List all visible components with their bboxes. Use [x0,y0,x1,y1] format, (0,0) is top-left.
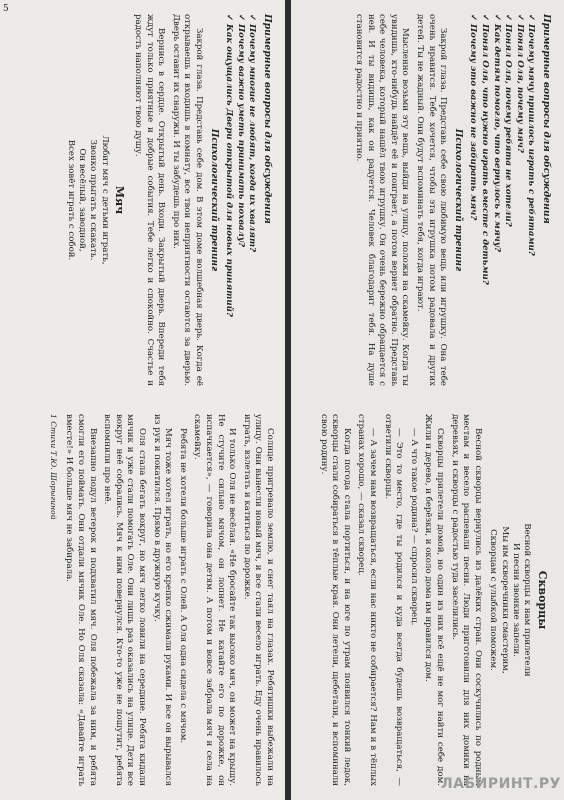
poem-line: Скворцам с улыбкой поможем. [488,529,499,671]
poem [64,14,110,386]
question-item: ✓ Почему многие не любят, когда их хвалят? [246,14,258,386]
question-item: ✓ Почему важно уметь принимать похвалу? [234,14,246,386]
poem-line: Весной скворцы к нам прилетели [522,523,533,677]
footnote: 1 Стихи Т.Ю. Шорыгиной [48,414,58,520]
questions-header: Примерные вопросы для обсуждения [262,14,273,224]
story-paragraph: Солнце пригревало землю, и снег таял на глазах. Ребятишки выбежали на улицу. Они вынесли новый мяч, и все стали весело играть. Еду очень нравилось играть, взлетать и катиться по дорожке. [241,414,275,786]
story-paragraph: Внезапно подул ветерок и подхватил мяч. Оля побежала за ним, и ребята смогли его поймать. Они отдали мячик Оле. Но Оля сказала: «Давайте играть вместе!» И больше мяч не забирала. [64,414,98,786]
story-paragraph: Мяч тоже хотел играть, но его крепко сжимали руками. И все он вырывался из рук и покатился. Прямо в дружную кучку. [151,414,174,786]
poem-line: Мы им скворечники смастерим, [499,526,510,674]
training-header: Психологический тренинг [452,128,463,272]
training-paragraph: Мысленно возьми эту вещь, выйди на улицу, положи на скамейку. Когда ты увидишь, кто-нибудь найдёт её и поиграет, а потом вернет обратно. Представь себе человека, который нашёл твою игрушку. Он очень бережно обращается с ней. И ты видишь, как он радуется. Человек благодарит тебя. На душе становится радостно и приятно. [354,14,411,386]
poem [487,414,533,786]
page-number: 5 [3,4,9,14]
story-title: Мяч [113,185,127,215]
question-item: ✓ Как ощущались Двери открытой для новых принятий? [223,14,235,386]
poem-line: Звонко прыгать и скакать. [88,139,99,261]
questions-header: Примерные вопросы для обсуждения [541,14,552,224]
right-page [291,0,564,800]
right-page-column-1 [291,0,564,400]
question-item: ✓ Как детям помогло, что вернулось к мячу? [490,14,502,386]
story-paragraph: Весной скворцы вернулись из далёких стран. Они соскучились по родным местам и весело распевали песни. Люди приготовили для них домики на деревьях, и скворцы с радостью туда заселились. [449,414,483,786]
poem-line: Всех зовёт играть с собой. [65,139,76,261]
training-paragraph: Закрой глаза. Представь себе дом. В этом доме волшебная дверь. Когда её открываешь и входишь в комнату, все твои неприятности остаются за дверью. Дверь оставит их снаружи. И ты забудешь про них. [170,14,205,386]
story-paragraph: — А что такое родина? — спросил скворец. [408,428,419,626]
right-page-column-2 [291,400,564,800]
left-page-column-1 [0,0,285,400]
story-paragraph: И только Оля не весёлая. «Не бросайте так высоко мяч, он может на крышу. Не стучите сильно мячом, он лопнет. Не катайте его по дорожке, он испачкается», — говорила она детям. А потом и вовсе забрала мяч и села на скамейку. [192,414,238,786]
story-title: Скворцы [536,570,549,630]
left-page-column-2 [0,400,285,800]
question-item: ✓ Понял Оля, почему ребята не хотели? [502,14,514,386]
right-page-rotated-content [291,0,564,800]
training-header: Психологический тренинг [208,128,219,272]
training-paragraph: Закрой глаза. Представь себе свою любимую вещь или игрушку. Она тебе очень нравится. Тебе хочется, чтобы эта игрушка потом радовала и других детей. Ты не жадный. Они будут вспоминать тебя, когда играют. [415,14,449,386]
story-paragraph: — А зачем нам возвращаться, если нас никто не собирается? Нам и в тёплых странах хорошо, — сказал скворец. [356,414,379,786]
question-item: ✓ Почему это важно не забирать мяч? [467,14,479,386]
poem-line: Он весёлый, заводной, [77,148,88,252]
poem-line: И песни звонкие запели. [511,543,521,657]
question-item: ✓ Почему мячу пришлось играть с ребятами? [525,14,537,386]
labirint-watermark-logo: ЛАБИРИНТ.РУ [441,776,561,792]
story-paragraph: Скворцы прилетели домой, но один из них всё ещё не мог найти себе дом. Жили и дерево, и берёзки, и около дома им нравился дом. [423,414,445,786]
story-paragraph: Ребята не хотели больше играть с Олей. А Оля одна сидела с мячом. [177,428,188,744]
story-paragraph: — Это то место, где ты родился и куда всегда будешь возвращаться, — ответили скворцы. [382,414,405,786]
poem-line: Любит мяч с детьми играть, [99,135,110,265]
training-paragraph: Вернись в сердце. Открытый день. Входи. Закрытый дверь. Впереди тебя ждут только приятные и добрые события. Тебе легко и спокойно. Счастье и радость наполняют твою душу. [133,14,167,386]
question-item: ✓ Понял Оля, почему мяч? [513,14,525,386]
question-item: ✓ Понял Оля, что нужно играть вместе с детьми? [478,14,490,386]
story-paragraph: Оля стала бегать вокруг, но мяч легко ловили на середине. Ребята кидали мячик и уже стали помогать Оле. Они лишь раз оказались на улице. Дети все вокруг неё собрались. Мяч к ним повернулся. Кто-то уже не пошутит, ребята вспомнили про неё. [102,414,148,786]
story-paragraph: Когда погода стала портиться, и на юге по утрам появился тонкий ледок, скворцы стали собираться в тёплые края. Они летели, щебетали, и вспоминали свою родину. [318,414,352,786]
